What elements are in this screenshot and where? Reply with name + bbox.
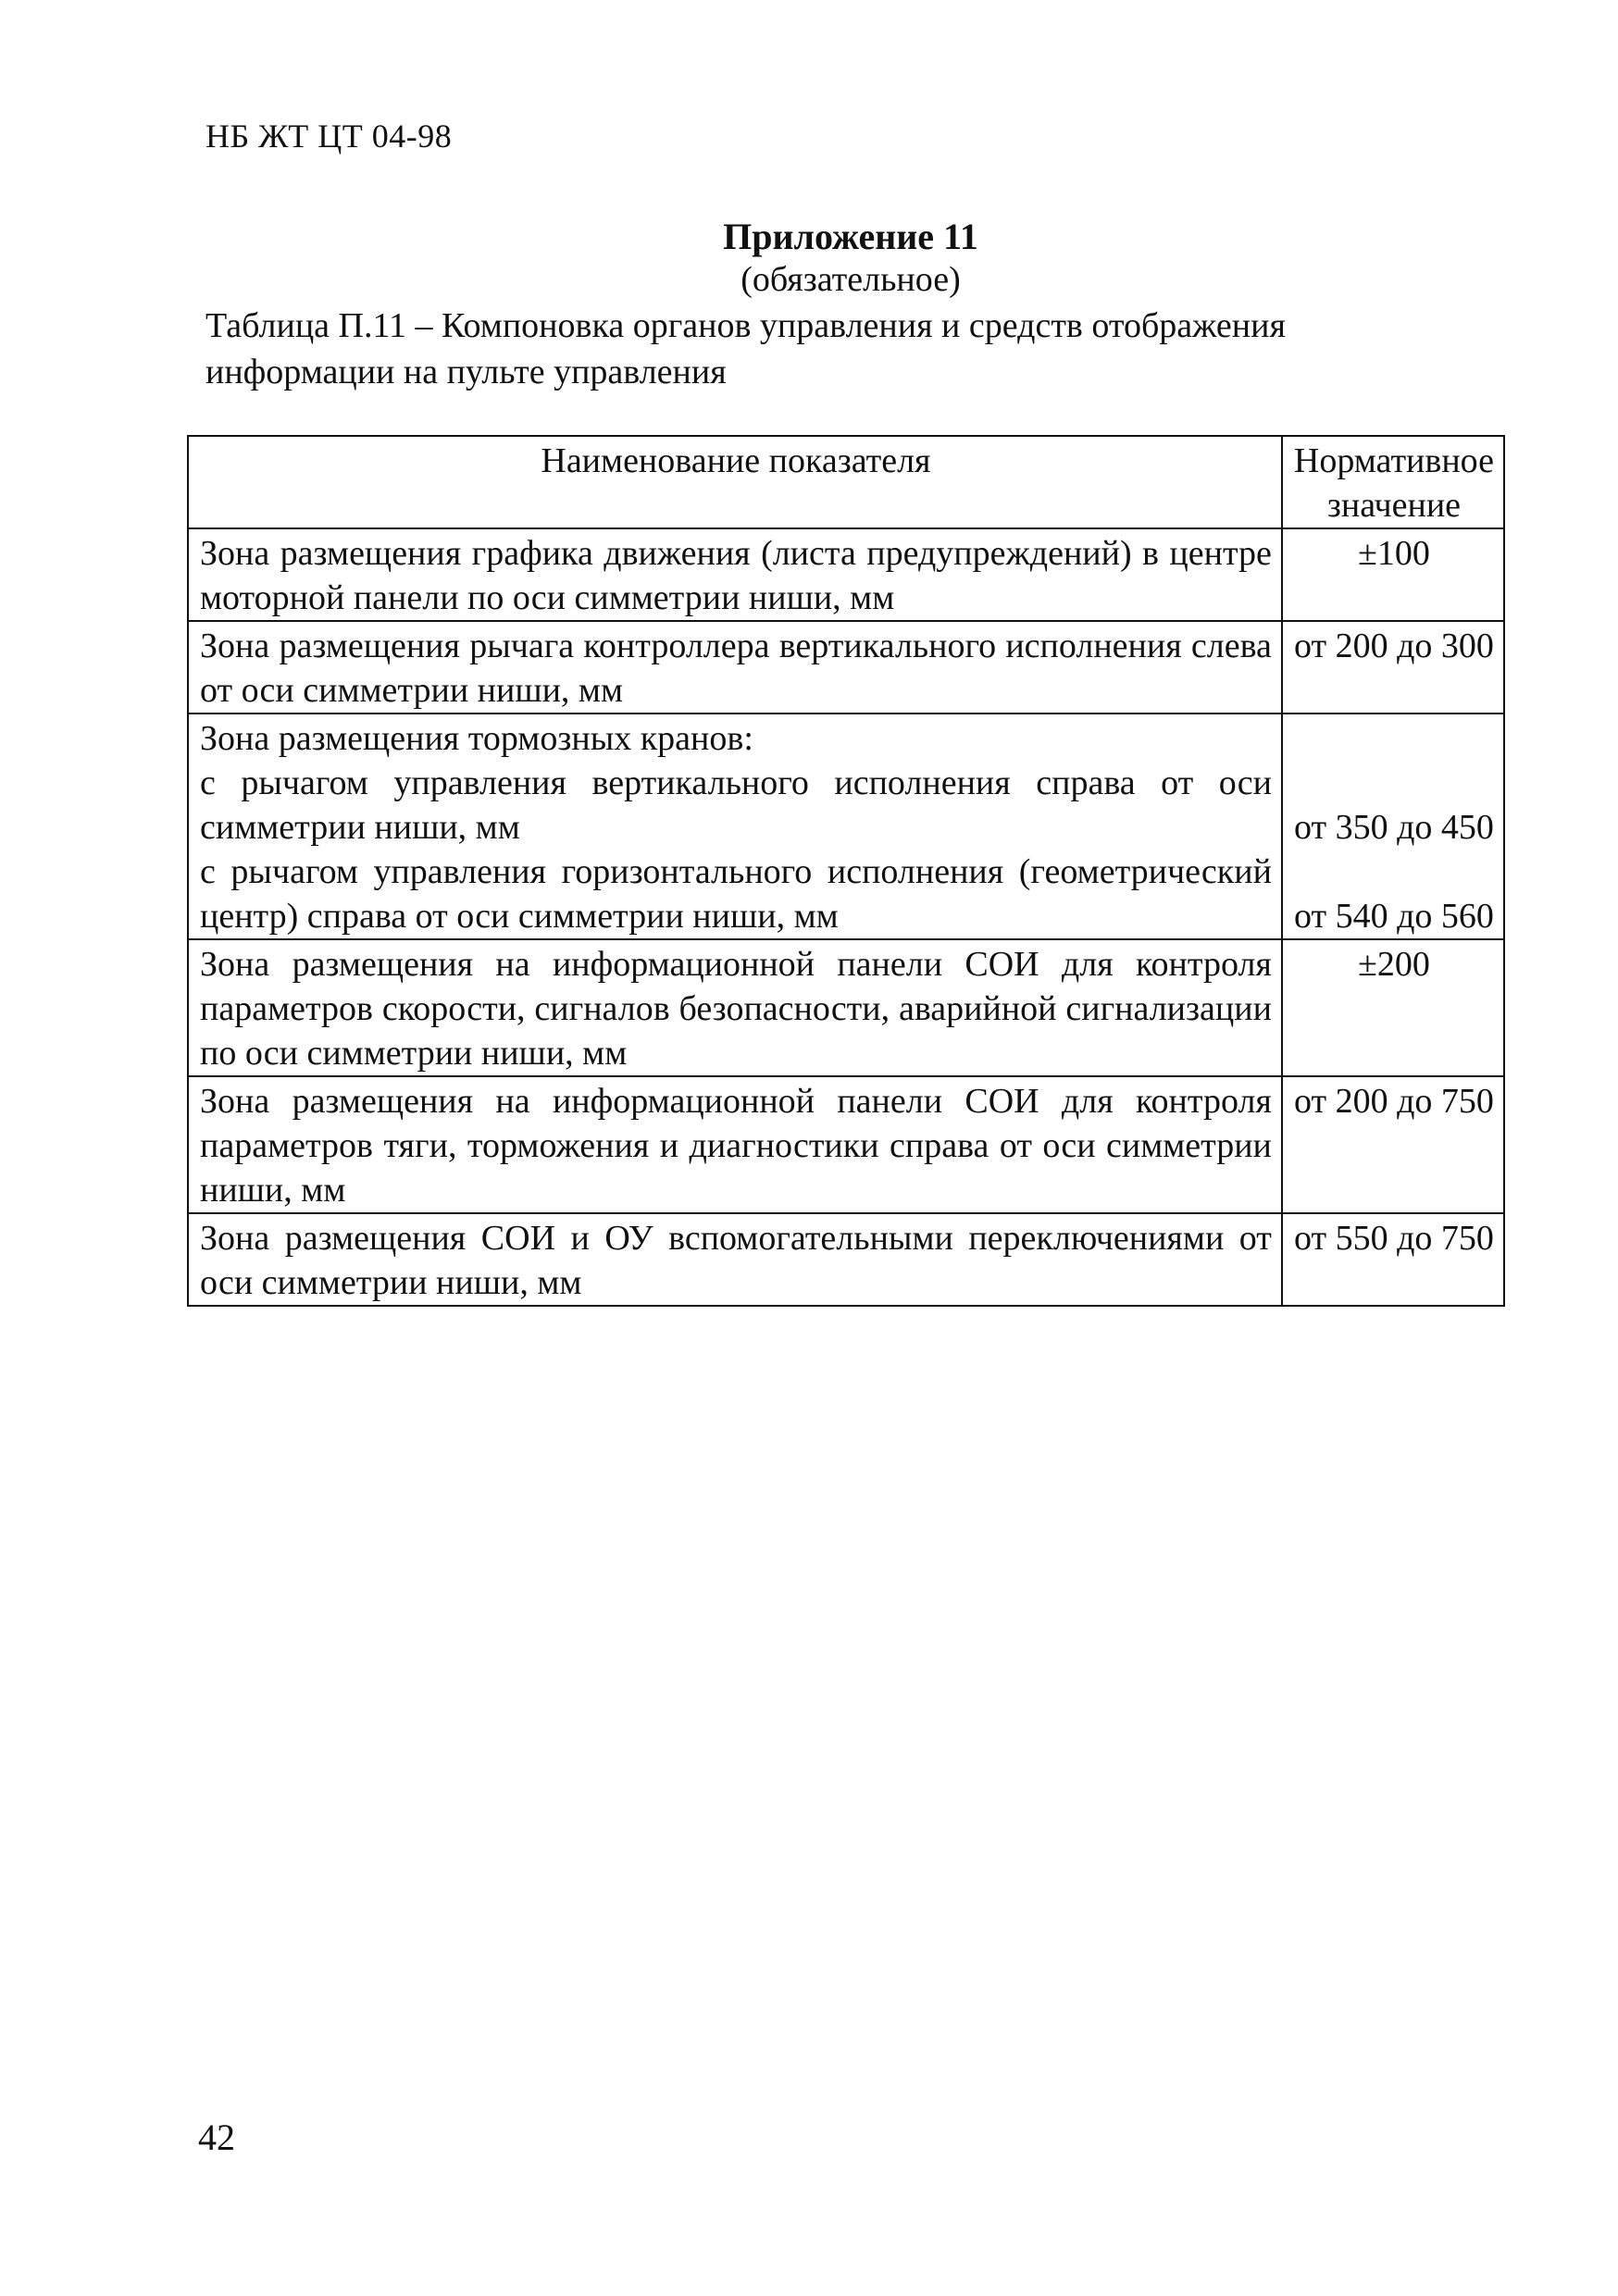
row-5-name: Зона размещения на информационной панели СОИ для контроля параметров тяги, торможения и диагностики справа от оси симметрии ниши, мм — [188, 1076, 1282, 1213]
row-3-spacer — [1294, 761, 1494, 805]
requirements-table — [187, 435, 1505, 1307]
table-header-row — [188, 436, 1504, 528]
table-row — [188, 621, 1504, 714]
row-6-name: Зона размещения СОИ и ОУ вспомогательными переключениями от оси симметрии ниши, мм — [188, 1213, 1282, 1306]
row-3-sub-2: с рычагом управления горизонтального исполнения (геометрический центр) справа от оси симметрии ниши, мм — [200, 852, 1272, 936]
appendix-title: Приложение 11 — [723, 216, 978, 257]
table-row — [188, 939, 1504, 1076]
column-header-value — [1282, 436, 1504, 528]
row-3-spacer — [1294, 716, 1494, 761]
table-caption: Таблица П.11 – Компоновка органов управления и средств отображения информации на пульте управления — [205, 306, 1286, 391]
row-3-value-1: от 350 до 450 — [1293, 808, 1494, 847]
column-header-value-line1: Нормативное — [1293, 441, 1494, 480]
table-row — [188, 714, 1504, 939]
row-3-sub-1: с рычагом управления вертикального исполнения справа от оси симметрии ниши, мм — [200, 763, 1272, 847]
row-3-values — [1282, 714, 1504, 939]
row-3-name: Зона размещения тормозных кранов: — [200, 719, 753, 758]
row-3-spacer — [1294, 850, 1494, 894]
table-row — [188, 528, 1504, 621]
doc-code: НБ ЖТ ЦТ 04-98 — [205, 118, 453, 155]
page-number: 42 — [198, 2116, 235, 2158]
table-row — [188, 1076, 1504, 1213]
row-1-name: Зона размещения графика движения (листа предупреждений) в центре моторной панели по оси симметрии ниши, мм — [188, 528, 1282, 621]
column-header-value-line2: значение — [1326, 486, 1462, 525]
row-3-value-2: от 540 до 560 — [1293, 897, 1494, 936]
appendix-status: (обязательное) — [741, 260, 961, 299]
table-row — [188, 1213, 1504, 1306]
row-5-value: от 200 до 750 — [1282, 1076, 1504, 1213]
row-6-value: от 550 до 750 — [1282, 1213, 1504, 1306]
row-2-value: от 200 до 300 — [1282, 621, 1504, 714]
row-4-value: ±200 — [1282, 939, 1504, 1076]
row-1-value: ±100 — [1282, 528, 1504, 621]
column-header-name: Наименование показателя — [188, 436, 1282, 528]
row-4-name: Зона размещения на информационной панели СОИ для контроля параметров скорости, сигналов безопасности, аварийной сигнализации по оси симметрии ниши, мм — [188, 939, 1282, 1076]
row-2-name: Зона размещения рычага контроллера вертикального исполнения слева от оси симметрии ниши, мм — [188, 621, 1282, 714]
row-3-cell — [188, 714, 1282, 939]
